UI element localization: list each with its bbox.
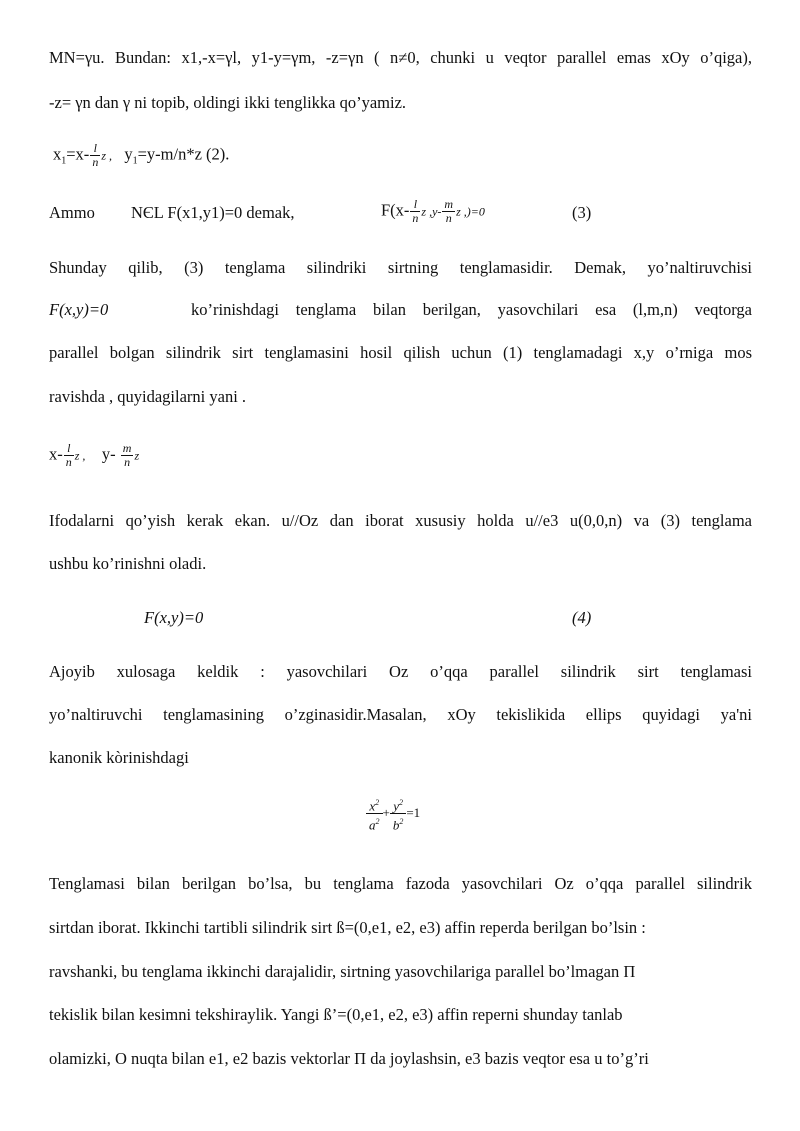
eq-text: y [124, 144, 133, 164]
fraction [390, 795, 407, 833]
text-line: MN=γu. Bundan: x1,-x=γl, y1-y=γm, -z=γn ( n≠0, chunki u veqtor parallel emas xOy o’qiga), [49, 48, 752, 67]
eq-var: x [369, 798, 376, 814]
eq-text: =x- [66, 144, 90, 164]
fraction-denominator: n [412, 211, 419, 225]
text-line: tekislik bilan kesimni tekshiraylik. Yangi ß’=(0,e1, e2, e3) affin reperni shunday tanlab [49, 1005, 623, 1024]
eq-var: a [369, 817, 376, 833]
eq-text: =y-m/n*z (2). [137, 144, 230, 164]
text-line: parallel bolgan silindrik sirt tenglamasini hosil qilish uchun (1) tenglamadagi x,y o’rniga mos [49, 343, 752, 362]
eq-operator: + [382, 804, 390, 820]
eq-rhs: =1 [406, 804, 421, 820]
equation-3-premise [131, 203, 294, 223]
eq-text: z , [101, 148, 112, 163]
eq-text: z , [74, 448, 86, 463]
fraction-numerator: l [64, 442, 74, 456]
eq-text: y- [101, 444, 116, 464]
eq-sub: 1 [132, 155, 138, 167]
text-line: Ifodalarni qo’yish kerak ekan. u//Oz dan iborat xususiy holda u//e3 u(0,0,n) va (3) tenglama [49, 511, 752, 530]
fraction-denominator: n [92, 155, 99, 169]
fraction-numerator [390, 795, 407, 814]
eq-var: y [393, 798, 399, 814]
eq-exponent: 2 [398, 798, 403, 807]
equation-number: (3) [572, 203, 592, 222]
expressions-line [49, 442, 139, 469]
eq-text: x [53, 144, 62, 164]
equation-3 [381, 198, 485, 225]
equation-3-line [49, 203, 95, 223]
fraction [410, 198, 420, 225]
text-line: Ajoyib xulosaga keldik : yasovchilari Oz o’qqa parallel silindrik sirt tenglamasi [49, 662, 752, 681]
text-word: NЄL F(x1,y1)=0 demak, [131, 203, 295, 222]
equation-2 [53, 142, 229, 172]
equation-inline: F(x,y)=0 [49, 300, 109, 319]
eq-text: F(x- [381, 200, 410, 220]
text-line: ko’rinishdagi tenglama bilan berilgan, yasovchilari esa (l,m,n) veqtorga [191, 300, 752, 319]
eq-sub: 1 [61, 155, 67, 167]
fraction-denominator [390, 814, 407, 832]
text-line: ravshanki, bu tenglama ikkinchi darajalidir, sirtning yasovchilariga parallel bo’lmagan Π [49, 962, 636, 981]
text-line: Shunday qilib, (3) tenglama silindriki sirtning tenglamasidir. Demak, yo’naltiruvchisi [49, 258, 752, 277]
equation-number: (4) [572, 608, 592, 627]
fraction-numerator: l [90, 142, 100, 156]
fraction-denominator [366, 814, 383, 832]
fraction-numerator: l [410, 198, 420, 212]
fraction-numerator [366, 795, 383, 814]
text-line: yo’naltiruvchi tenglamasining o’zginasidir.Masalan, xOy tekislikida ellips quyidagi ya'ni [49, 705, 752, 724]
eq-exponent: 2 [375, 798, 380, 807]
fraction [64, 442, 74, 469]
eq-text: x- [49, 444, 63, 464]
fraction [442, 198, 455, 225]
eq-text: z ,)=0 [456, 204, 485, 219]
eq-text: z [134, 448, 140, 463]
equation-4: F(x,y)=0 [144, 608, 204, 627]
fraction-denominator: n [124, 455, 131, 469]
eq-exponent: 2 [375, 817, 380, 827]
eq-var: b [392, 817, 400, 833]
fraction [121, 442, 134, 469]
text-line: olamizki, O nuqta bilan e1, e2 bazis vektorlar Π da joylashsin, e3 bazis veqtor esa u to’g’ri [49, 1049, 649, 1068]
text-line: ushbu ko’rinishni oladi. [49, 554, 207, 573]
ellipse-equation [366, 795, 420, 833]
fraction-denominator: n [65, 455, 72, 469]
text-word: Ammo [49, 203, 95, 222]
text-line: kanonik kòrinishdagi [49, 748, 189, 767]
fraction-numerator: m [444, 197, 454, 211]
fraction-numerator: m [122, 441, 132, 455]
fraction [366, 795, 383, 833]
text-line: ravishda , quyidagilarni yani . [49, 387, 247, 406]
text-line: sirtdan iborat. Ikkinchi tartibli silindrik sirt ß=(0,e1, e2, e3) affin reperda berilgan bo’lsin : [49, 918, 646, 937]
fraction-denominator: n [445, 211, 452, 225]
eq-exponent: 2 [399, 817, 404, 827]
fraction [90, 142, 100, 169]
text-line: -z= γn dan γ ni topib, oldingi ikki tenglikka qo’yamiz. [49, 93, 407, 112]
eq-text: z ,y- [421, 204, 442, 219]
text-line: Tenglamasi bilan berilgan bo’lsa, bu tenglama fazoda yasovchilari Oz o’qqa parallel silindrik [49, 874, 752, 893]
